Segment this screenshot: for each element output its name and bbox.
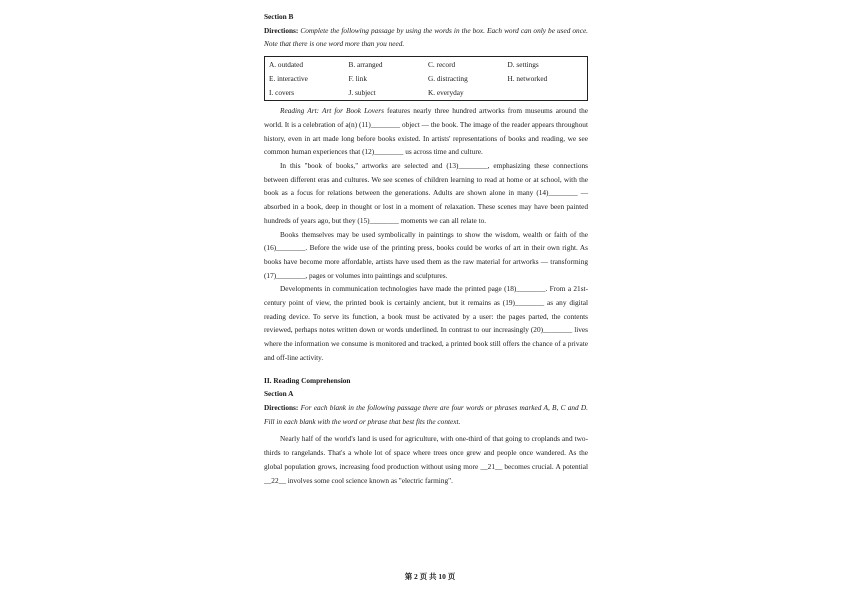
word-option: E. interactive bbox=[269, 73, 308, 83]
section-a-directions bbox=[264, 401, 588, 428]
word-option: H. networked bbox=[507, 73, 548, 83]
book-title: Reading Art: Art for Book Lovers bbox=[280, 106, 384, 116]
word-box-row bbox=[269, 58, 587, 72]
page-content bbox=[264, 10, 588, 487]
passage-paragraph-2: In this "book of books," artworks are selected and (13)________, emphasizing these connections between different eras and cultures. We see scenes of children learning to read at home or at school, with the book as a focus for relations between the generations. Adults are shown alone in many (14)________ — absorbed in a book, deep in thought or lost in a moment of relaxation. These scenes may have been painted hundreds of years ago, but they (15)________ moments we can all relate to. bbox=[264, 161, 588, 225]
word-option: K. everyday bbox=[428, 87, 464, 97]
word-box bbox=[264, 56, 588, 101]
passage-paragraph-1 bbox=[264, 104, 588, 159]
paragraph-text: features nearly three hundred artworks from museums around the world. It is a celebration of a(n) (11)________ object — the book. The image of the reader appears throughout history, even in art made long before books existed. In artists' representations of books and reading, we see common human experiences that (12)________ us across time and culture. bbox=[264, 106, 588, 157]
word-option: D. settings bbox=[507, 60, 539, 70]
word-option: F. link bbox=[348, 73, 367, 83]
word-option: B. arranged bbox=[348, 60, 383, 70]
passage-paragraph-3: Books themselves may be used symbolically in paintings to show the wisdom, wealth or faith of the (16)________. Before the wide use of the printing press, books could be works of art in their own right. As books have become more affordable, artists have used them as the raw material for artworks — transforming (17)________, pages or volumes into paintings and sculptures. bbox=[264, 229, 588, 280]
word-option: C. record bbox=[428, 60, 456, 70]
section-a-heading: Section A bbox=[264, 389, 294, 399]
spacer bbox=[264, 365, 588, 374]
word-option: A. outdated bbox=[269, 60, 304, 70]
word-box-row bbox=[269, 86, 587, 100]
directions-label: Directions: bbox=[264, 402, 299, 412]
page-number-footer: 第 2 页 共 10 页 bbox=[404, 572, 456, 581]
part-ii-heading: II. Reading Comprehension bbox=[264, 375, 351, 385]
passage-paragraph-4: Developments in communication technologies have made the printed page (18)________. From a 21st-century point of view, the printed book is certainly ancient, but it remains as (19)________ as any digital reading device. To serve its function, a book must be activated by a user: the pages parted, the contents reviewed, perhaps notes written down or words underlined. In contrast to our increasingly (20)________ lives where the information we consume is monitored and tracked, a printed book still offers the chance of a private and off-line activity. bbox=[264, 284, 588, 362]
directions-label: Directions: bbox=[264, 25, 299, 35]
word-option: G. distracting bbox=[428, 73, 468, 83]
word-option: I. covers bbox=[269, 87, 295, 97]
directions-text: Complete the following passage by using the words in the box. Each word can only be used once. Note that there is one word more than you need. bbox=[264, 25, 589, 49]
section-b-heading: Section B bbox=[264, 12, 294, 21]
section-b-directions bbox=[264, 24, 588, 51]
directions-text: For each blank in the following passage there are four words or phrases marked A, B, C and D. Fill in each blank with the word or phrase that best fits the context. bbox=[264, 402, 588, 426]
word-box-row bbox=[269, 72, 587, 86]
reading-passage-paragraph-1: Nearly half of the world's land is used for agriculture, with one-third of that going to croplands and two-thirds to rangelands. That's a whole lot of space where trees once grew and people once wandered. As the global population grows, increasing food production without using more __21__ becomes crucial. A potential __22__ involves some cool science known as "electric farming". bbox=[264, 434, 588, 485]
word-option bbox=[508, 86, 588, 100]
word-option: J. subject bbox=[348, 87, 376, 97]
